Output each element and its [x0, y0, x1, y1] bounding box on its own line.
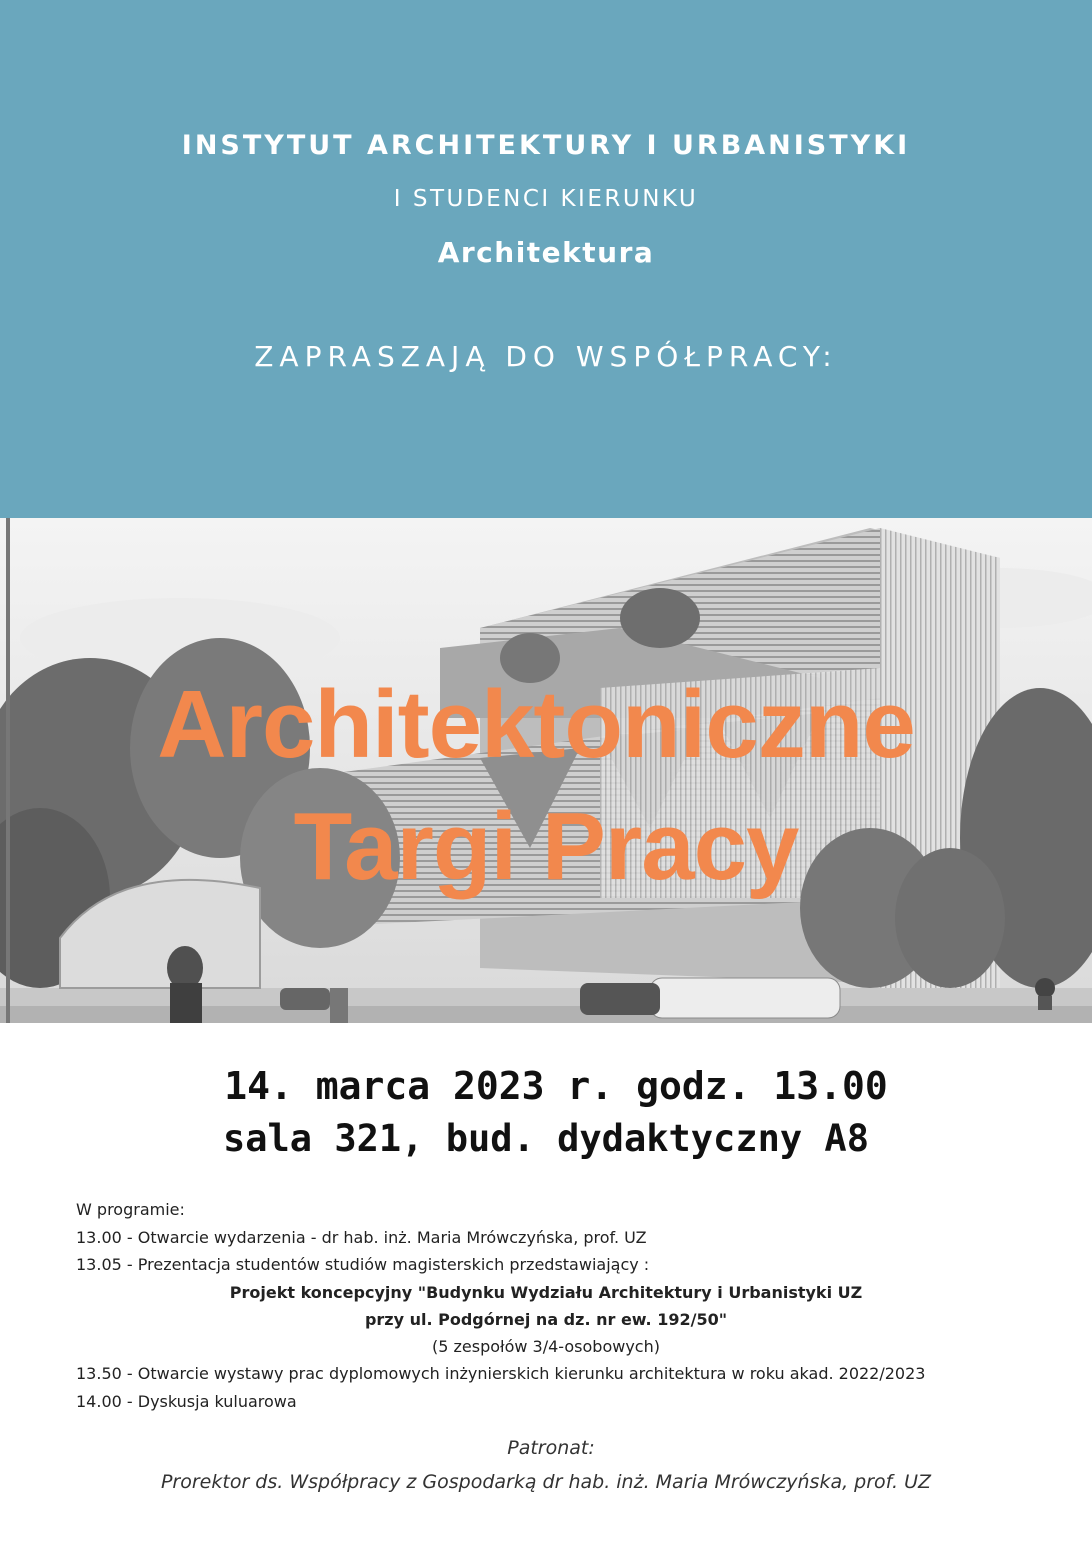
invite-line: ZAPRASZAJĄ DO WSPÓŁPRACY: [254, 340, 838, 373]
students-line: I STUDENCI KIERUNKU [393, 186, 699, 212]
building-photo [0, 518, 1092, 1023]
program-item-1: 13.00 - Otwarcie wydarzenia - dr hab. inż. Maria Mrówczyńska, prof. UZ [76, 1228, 647, 1247]
program-heading: W programie: [76, 1200, 185, 1219]
event-place: sala 321, bud. dydaktyczny A8 [222, 1117, 869, 1160]
institute-name: INSTYTUT ARCHITEKTURY I URBANISTYKI [181, 130, 911, 161]
program-item-4: 14.00 - Dyskusja kuluarowa [76, 1392, 297, 1411]
event-title-line2: Targi Pracy [293, 793, 799, 900]
project-title-line1: Projekt koncepcyjny "Budynku Wydziału Architektury i Urbanistyki UZ [229, 1283, 863, 1302]
event-title-line1: Architektoniczne [157, 671, 915, 778]
program-item-2: 13.05 - Prezentacja studentów studiów magisterskich przedstawiający : [76, 1255, 650, 1274]
major-name: Architektura [437, 236, 655, 269]
patron-name: Prorektor ds. Współpracy z Gospodarką dr hab. inż. Maria Mrówczyńska, prof. UZ [160, 1471, 932, 1493]
teams-note: (5 zespołów 3/4-osobowych) [432, 1337, 660, 1356]
event-date: 14. marca 2023 r. godz. 13.00 [224, 1064, 888, 1108]
header-banner [0, 0, 1092, 518]
project-title-line2: przy ul. Podgórnej na dz. nr ew. 192/50" [364, 1310, 728, 1329]
program-item-3: 13.50 - Otwarcie wystawy prac dyplomowych inżynierskich kierunku architektura w roku akad. 2022/2023 [76, 1364, 926, 1383]
patronage-label: Patronat: [507, 1437, 595, 1459]
